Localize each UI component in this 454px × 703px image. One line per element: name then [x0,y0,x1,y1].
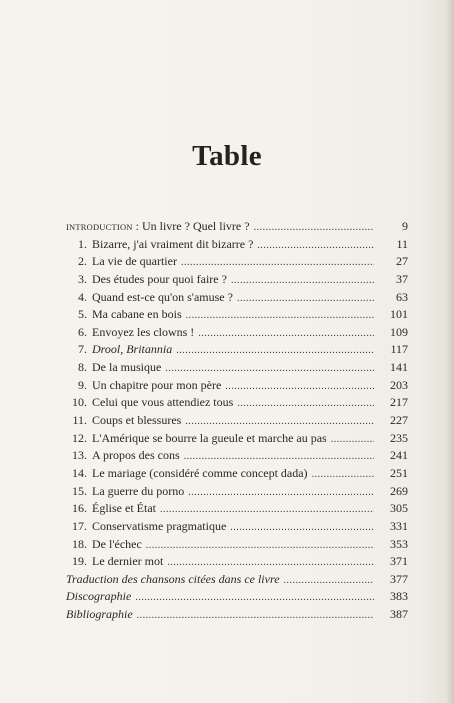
dot-leader [230,519,374,537]
toc-page-number: 141 [390,360,408,375]
chapter-number: 1. [78,236,87,251]
toc-entry-chapter [66,253,408,271]
toc-page-number: 11 [396,236,408,251]
dot-leader [237,290,374,308]
dot-leader [186,307,374,325]
chapter-number: 12. [72,430,87,445]
toc-entry-title: Des études pour quoi faire ? [92,271,227,286]
toc-entry-chapter [66,271,408,289]
toc-entry-title: Bibliographie [66,607,133,622]
dot-leader [231,272,374,290]
toc-page-number: 203 [390,377,408,392]
toc-entry-title: Discographie [66,589,132,604]
dot-leader [185,413,374,431]
introduction-subtitle: : Un livre ? Quel livre ? [132,219,250,233]
toc-entry-title: Celui que vous attendiez tous [92,395,234,410]
toc-page-number: 241 [390,448,408,463]
toc-entry-title: La vie de quartier [92,254,177,269]
toc-entry-chapter [66,536,408,554]
toc-page-number: 63 [396,289,408,304]
toc-entry-title: Église et État [92,501,156,516]
dot-leader [312,466,374,484]
chapter-number: 3. [78,271,87,286]
toc-entry-title: La guerre du porno [92,483,185,498]
dot-leader [160,501,374,519]
chapter-number: 15. [72,483,87,498]
toc-entry-chapter [66,341,408,359]
toc-entry-title: De l'échec [92,536,142,551]
dot-leader [137,607,374,625]
toc-entry-chapter [66,483,408,501]
toc-page-number: 383 [390,589,408,604]
toc-entry-back-matter [66,571,408,589]
dot-leader [198,325,374,343]
toc-entry-title: A propos des cons [92,448,180,463]
toc-entry-chapter [66,394,408,412]
toc-entry-back-matter [66,588,408,606]
toc-page-number: 109 [390,324,408,339]
dot-leader [188,484,374,502]
dot-leader [284,572,374,590]
toc-page-number: 101 [390,307,408,322]
chapter-number: 2. [78,254,87,269]
chapter-number: 8. [78,360,87,375]
dot-leader [181,254,374,272]
dot-leader [237,395,374,413]
toc-entry-chapter [66,500,408,518]
toc-page-number: 27 [396,254,408,269]
introduction-label: INTRODUCTION [66,222,133,232]
toc-page-number: 37 [396,271,408,286]
toc-entry-title: Le mariage (considéré comme concept dada) [92,465,308,480]
toc-entry-chapter [66,377,408,395]
toc-entry-chapter [66,289,408,307]
toc-page-number: 371 [390,554,408,569]
toc-page-number: 353 [390,536,408,551]
toc-entry-chapter [66,412,408,430]
toc-page-number: 269 [390,483,408,498]
chapter-number: 5. [78,307,87,322]
toc-entry-chapter [66,324,408,342]
dot-leader [331,431,374,449]
dot-leader [184,448,374,466]
chapter-number: 17. [72,518,87,533]
toc-entry-chapter [66,306,408,324]
dot-leader [176,342,374,360]
toc-entry-chapter [66,553,408,571]
toc-entry-title: Bizarre, j'ai vraiment dit bizarre ? [92,236,254,251]
toc-entry-chapter [66,447,408,465]
dot-leader [257,237,374,255]
page-edge-shadow [446,0,454,703]
chapter-number: 13. [72,448,87,463]
toc-page-number: 387 [390,607,408,622]
dot-leader [254,219,374,237]
dot-leader [167,554,374,572]
toc-page-number: 117 [390,342,408,357]
toc-page-number: 305 [390,501,408,516]
chapter-number: 18. [72,536,87,551]
dot-leader [135,589,374,607]
toc-entry-chapter [66,236,408,254]
toc-entry-chapter [66,430,408,448]
chapter-number: 10. [72,395,87,410]
dot-leader [225,378,374,396]
toc-entry-chapter [66,518,408,536]
toc-page-number: 377 [390,571,408,586]
toc-entry-title: Quand est-ce qu'on s'amuse ? [92,289,233,304]
toc-entry-title: Drool, Britannia [92,342,173,357]
toc-entry-title: Un chapitre pour mon père [92,377,222,392]
toc-entry-back-matter [66,606,408,624]
chapter-number: 11. [72,413,87,428]
chapter-number: 6. [78,324,87,339]
toc-entry-title: Traduction des chansons citées dans ce livre [66,571,280,586]
toc-entry-chapter [66,359,408,377]
toc-page-number: 331 [390,518,408,533]
dot-leader [165,360,374,378]
toc-entry-title: Conservatisme pragmatique [92,518,227,533]
toc-page-number: 235 [390,430,408,445]
chapter-number: 4. [78,289,87,304]
page-title: Table [192,140,262,172]
chapter-number: 16. [72,501,87,516]
toc-entry-title [66,218,250,237]
dot-leader [146,537,374,555]
chapter-number: 14. [72,465,87,480]
toc-page-number: 251 [390,465,408,480]
toc-entry-title: Ma cabane en bois [92,307,182,322]
toc-entry-title: Le dernier mot [92,554,164,569]
toc-entry-title: Coups et blessures [92,413,182,428]
toc-entry-introduction [66,218,408,236]
toc-page-number: 227 [390,413,408,428]
chapter-number: 19. [72,554,87,569]
table-of-contents [66,218,408,624]
toc-entry-title: Envoyez les clowns ! [92,324,195,339]
toc-page-number: 9 [402,219,408,233]
chapter-number: 9. [78,377,87,392]
chapter-number: 7. [78,342,87,357]
toc-entry-title: De la musique [92,360,162,375]
toc-entry-title: L'Amérique se bourre la gueule et marche au pas [92,430,327,445]
toc-entry-chapter [66,465,408,483]
toc-page-number: 217 [390,395,408,410]
